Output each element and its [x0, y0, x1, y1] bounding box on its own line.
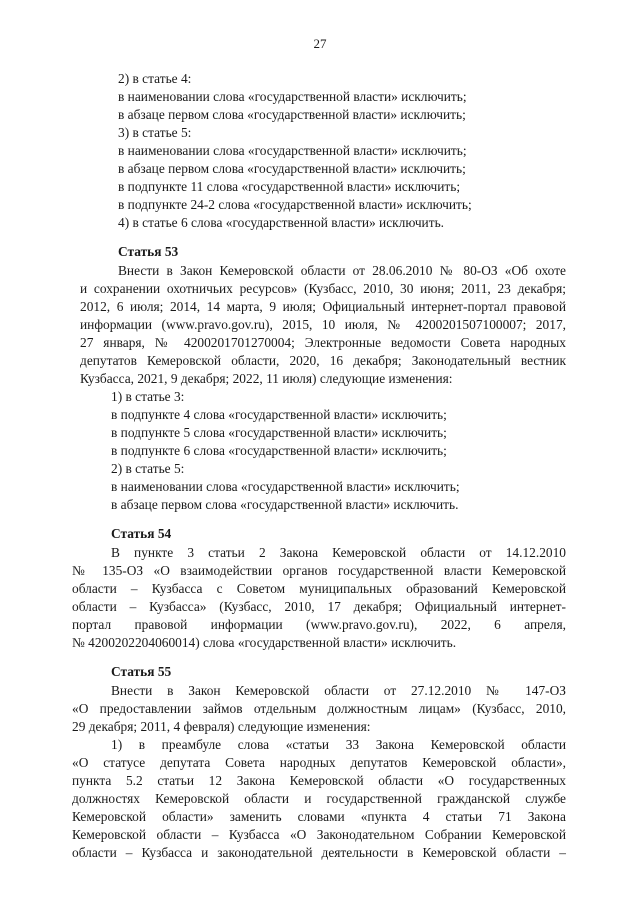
list-item: в абзаце первом слова «государственной власти» исключить; [118, 161, 466, 176]
list-item: 3) в статье 5: [118, 125, 192, 140]
paragraph-line: информации (www.pravo.gov.ru), 2015, 10 июля, № 4200201507100007; 2017, [80, 317, 566, 332]
list-item: в наименовании слова «государственной власти» исключить; [118, 89, 467, 104]
paragraph-line: 2012, 6 июля; 2014, 14 марта, 9 июля; Официальный интернет-портал правовой [80, 299, 566, 314]
paragraph-line: Кемеровской области – Кузбасса «О Законодательном Собрании Кемеровской [72, 827, 566, 842]
list-item: в абзаце первом слова «государственной власти» исключить. [111, 497, 459, 512]
article-heading: Статья 53 [118, 244, 179, 259]
article-heading: Статья 55 [111, 664, 172, 679]
paragraph-line: 29 декабря; 2011, 4 февраля) следующие изменения: [72, 719, 371, 734]
list-item: 1) в статье 3: [111, 389, 185, 404]
paragraph-line: «О предоставлении займов отдельным должностным лицам» (Кузбасс, 2010, [72, 701, 566, 716]
article-heading: Статья 54 [111, 526, 172, 541]
paragraph-line: депутатов Кемеровской области, 2020, 16 декабря; Законодательный вестник [80, 353, 566, 368]
paragraph-line: области – Кузбасса с Советом муниципальных образований Кемеровской [72, 581, 566, 596]
list-item: 2) в статье 4: [118, 71, 192, 86]
list-item: в подпункте 11 слова «государственной власти» исключить; [118, 179, 461, 194]
paragraph-line: В пункте 3 статьи 2 Закона Кемеровской области от 14.12.2010 [111, 545, 566, 560]
paragraph-line: области – Кузбасса и законодательной деятельности в Кемеровской области – [72, 845, 566, 860]
paragraph-line: 27 января, № 4200201701270004; Электронные ведомости Совета народных [80, 335, 566, 350]
paragraph-line: должностях Кемеровской области и государственной гражданской службе [72, 791, 566, 806]
paragraph-line: Кузбасса, 2021, 9 декабря; 2022, 11 июля) следующие изменения: [80, 371, 453, 386]
paragraph-line: Кемеровской области» заменить словами «пункта 4 статьи 71 Закона [72, 809, 566, 824]
list-item: в подпункте 4 слова «государственной власти» исключить; [111, 407, 447, 422]
paragraph-line: области – Кузбасса» (Кузбасс, 2010, 17 декабря; Официальный интернет- [72, 599, 566, 614]
list-item: в подпункте 6 слова «государственной власти» исключить; [111, 443, 447, 458]
list-item: в наименовании слова «государственной власти» исключить; [111, 479, 460, 494]
paragraph-line: пункта 5.2 статьи 12 Закона Кемеровской области «О государственных [72, 773, 566, 788]
list-item: в наименовании слова «государственной власти» исключить; [118, 143, 467, 158]
paragraph-line: Внести в Закон Кемеровской области от 28.06.2010 № 80-ОЗ «Об охоте [118, 263, 566, 278]
list-item: в абзаце первом слова «государственной власти» исключить; [118, 107, 466, 122]
paragraph-line: портал правовой информации (www.pravo.gov.ru), 2022, 6 апреля, [72, 617, 566, 632]
paragraph-line: и сохранении охотничьих ресурсов» (Кузбасс, 2010, 30 июня; 2011, 23 декабря; [80, 281, 566, 296]
list-item: в подпункте 5 слова «государственной власти» исключить; [111, 425, 447, 440]
list-item: 2) в статье 5: [111, 461, 185, 476]
list-item: 4) в статье 6 слова «государственной власти» исключить. [118, 215, 445, 230]
paragraph-line: № 4200202204060014) слова «государственной власти» исключить. [72, 635, 457, 650]
paragraph-line: «О статусе депутата Совета народных депутатов Кемеровской области», [72, 755, 566, 770]
paragraph-line: Внести в Закон Кемеровской области от 27.12.2010 № 147-ОЗ [111, 683, 566, 698]
list-item: в подпункте 24-2 слова «государственной власти» исключить; [118, 197, 472, 212]
page-number: 27 [313, 36, 327, 51]
paragraph-line: 1) в преамбуле слова «статьи 33 Закона Кемеровской области [111, 737, 566, 752]
paragraph-line: № 135-ОЗ «О взаимодействии органов государственной власти Кемеровской [72, 563, 566, 578]
